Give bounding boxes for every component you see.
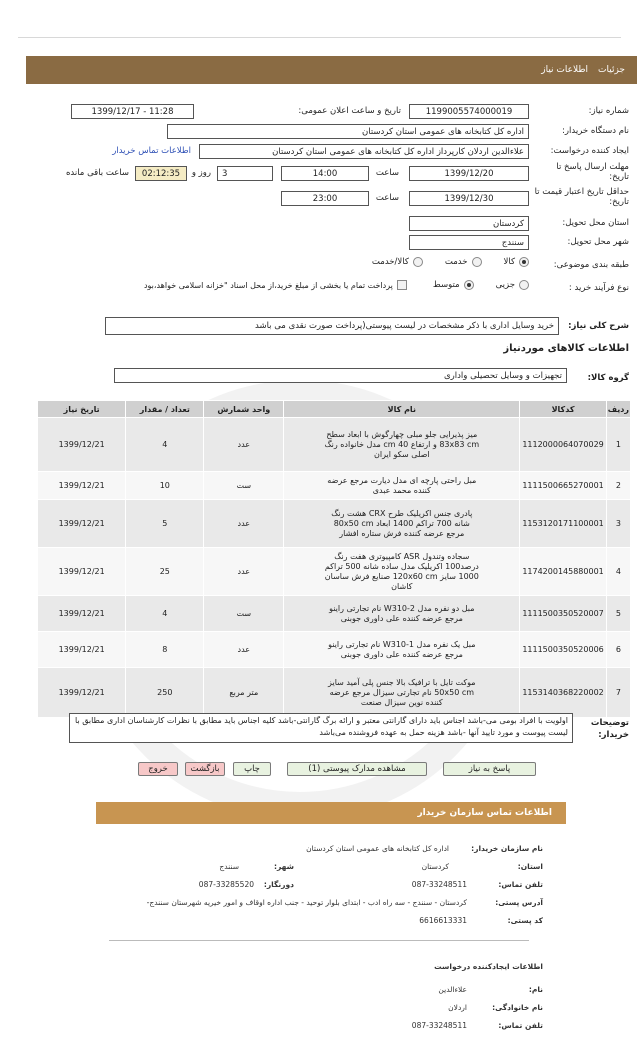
org-label: نام سازمان خریدار:	[471, 844, 543, 853]
group-field: تجهیزات و وسایل تحصیلی واداری	[114, 368, 567, 383]
col-code: کدکالا	[520, 401, 606, 418]
days-field: 3	[217, 166, 273, 181]
cell-name: مبل یک نفره مدل W310-1 نام تجارتی راینو مرجع عرضه کننده علی داوری جوبنی	[284, 632, 520, 668]
table-row	[38, 418, 631, 472]
deadline-label: مهلت ارسال پاسخ تا تاریخ:	[556, 162, 629, 182]
radio-service-label: خدمت	[444, 257, 468, 267]
contact-city-label: شهر:	[274, 862, 294, 871]
radio-medium-label: متوسط	[432, 280, 460, 290]
print-button[interactable]: چاپ	[233, 762, 271, 776]
cell-name: پادری جنس اکریلیک طرح CRX هشت رنگ شانه 700 تراکم 1400 ابعاد 80x50 cm مرجع عرضه کننده فرش ستاره افشار	[284, 500, 520, 548]
cell-unit: ست	[204, 596, 284, 632]
announce-field: 1399/12/17 - 11:28	[71, 104, 194, 119]
cell-qty: 25	[126, 548, 204, 596]
city-label: شهر محل تحویل:	[567, 237, 629, 247]
table-row	[38, 632, 631, 668]
contact-section-header: اطلاعات تماس سازمان خریدار	[96, 802, 566, 824]
radio-service[interactable]	[472, 257, 482, 267]
radio-goods[interactable]	[519, 257, 529, 267]
announce-label: تاریخ و ساعت اعلان عمومی:	[298, 106, 401, 116]
cell-qty: 5	[126, 500, 204, 548]
items-table	[37, 400, 631, 718]
creator-section-title: اطلاعات ایجادکننده درخواست	[434, 962, 543, 971]
deadline-date-field: 1399/12/20	[409, 166, 529, 181]
group-label: گروه کالا:	[587, 373, 629, 383]
cell-code: 1111500665270001	[520, 472, 606, 500]
cell-unit: عدد	[204, 548, 284, 596]
cell-code: 1111500350520006	[520, 632, 606, 668]
cell-row: 3	[606, 500, 630, 548]
contact-phone-label: تلفن تماس:	[498, 880, 543, 889]
top-divider	[18, 37, 621, 38]
validity-date-field: 1399/12/30	[409, 191, 529, 206]
col-name: نام کالا	[284, 401, 520, 418]
contact-province-label: استان:	[517, 862, 543, 871]
cell-name: موکت تایل با ترافیک بالا جنس پلی آمید سایز 50x50 cm نام تجارتی سیزال مرجع عرضه کننده نوین سیزال صنعت	[284, 668, 520, 718]
cell-row: 1	[606, 418, 630, 472]
need-no-label: شماره نیاز:	[588, 106, 629, 116]
cell-unit: عدد	[204, 500, 284, 548]
contact-fax-value: 087-33285520	[198, 880, 254, 889]
attachments-button[interactable]: مشاهده مدارک پیوستی (1)	[287, 762, 427, 776]
cell-date: 1399/12/21	[38, 668, 126, 718]
cell-date: 1399/12/21	[38, 418, 126, 472]
cell-date: 1399/12/21	[38, 548, 126, 596]
cell-name: مبل دو نفره مدل W310-2 نام تجارتی راینو مرجع عرضه کننده علی داوری جوبنی	[284, 596, 520, 632]
col-qty: تعداد / مقدار	[126, 401, 204, 418]
cell-date: 1399/12/21	[38, 596, 126, 632]
cell-row: 7	[606, 668, 630, 718]
creator-field: علاءالدین اردلان کارپرداز اداره کل کتابخانه های عمومی استان کردستان	[199, 144, 529, 159]
cell-unit: ست	[204, 472, 284, 500]
deadline-time-label: ساعت	[375, 168, 399, 178]
province-label: استان محل تحویل:	[562, 218, 629, 228]
cell-code: 1174200145880001	[520, 548, 606, 596]
radio-partial[interactable]	[519, 280, 529, 290]
cell-row: 2	[606, 472, 630, 500]
creator-phone-value: 087-33248511	[411, 1021, 467, 1030]
buyer-notes-label: توضیحات خریدار:	[590, 718, 629, 740]
days-label: روز و	[191, 168, 211, 178]
validity-label: حداقل تاریخ اعتبار قیمت تا تاریخ:	[534, 187, 629, 207]
col-row: ردیف	[606, 401, 630, 418]
address-label: آدرس پستی:	[495, 898, 543, 907]
cell-date: 1399/12/21	[38, 500, 126, 548]
buyer-field: اداره کل کتابخانه های عمومی استان کردستان	[167, 124, 529, 139]
city-field: سنندج	[409, 235, 529, 250]
buyer-contact-link[interactable]: اطلاعات تماس خریدار	[112, 146, 191, 156]
contact-divider	[109, 940, 529, 941]
creator-phone-label: تلفن تماس:	[498, 1021, 543, 1030]
cell-name: مبل راحتی پارچه ای مدل دیارت مرجع عرضه کننده محمد عبدی	[284, 472, 520, 500]
exit-button[interactable]: خروج	[138, 762, 178, 776]
cell-code: 1153120171100001	[520, 500, 606, 548]
tab-need-info[interactable]: اطلاعات نیاز	[541, 65, 589, 75]
radio-goods-label: کالا	[503, 257, 515, 267]
payment-note: پرداخت تمام یا بخشی از مبلغ خرید،از محل اسناد "خزانه اسلامی خواهد،بود	[143, 280, 393, 290]
address-value: کردستان - سنندج - سه راه ادب - ابتدای بلوار توحید - جنب اداره اوقاف و امور خیریه شهرستان سنندج-	[146, 898, 467, 907]
cell-qty: 4	[126, 596, 204, 632]
buyer-label: نام دستگاه خریدار:	[562, 126, 629, 136]
validity-time-field: 23:00	[281, 191, 369, 206]
category-label: طبقه بندی موضوعی:	[553, 260, 629, 270]
radio-partial-label: جزیی	[495, 280, 515, 290]
table-row	[38, 500, 631, 548]
cell-qty: 10	[126, 472, 204, 500]
table-row	[38, 668, 631, 718]
table-row	[38, 472, 631, 500]
tab-details[interactable]: جزئیات	[598, 65, 625, 75]
deadline-time-field: 14:00	[281, 166, 369, 181]
remaining-time-field: 02:12:35	[135, 166, 187, 181]
creator-label: ایجاد کننده درخواست:	[550, 146, 629, 156]
col-unit: واحد شمارش	[204, 401, 284, 418]
cell-qty: 4	[126, 418, 204, 472]
cell-code: 1111500350520007	[520, 596, 606, 632]
cell-row: 6	[606, 632, 630, 668]
payment-checkbox[interactable]	[397, 280, 407, 290]
summary-label: شرح کلی نیاز:	[568, 321, 629, 331]
goods-section-title: اطلاعات کالاهای موردنیاز	[503, 343, 629, 354]
contact-city-value: سنندج	[219, 862, 239, 871]
creator-family-value: اردلان	[448, 1003, 467, 1012]
buyer-notes-field: اولویت با افراد بومی می-باشد اجناس باید دارای گارانتی معتبر و ارائه برگ گارانتی-باشد کلیه اجناس باید مطابق با نظرات کارشناسان اداری مطابق با لیست پیوست و مورد تایید آنها -باشد هزینه حمل به عهده فروشنده می‌باشد	[69, 713, 573, 743]
cell-row: 5	[606, 596, 630, 632]
cell-unit: عدد	[204, 418, 284, 472]
cell-unit: متر مربع	[204, 668, 284, 718]
contact-province-value: کردستان	[421, 862, 449, 871]
remaining-label: ساعت باقی مانده	[65, 168, 129, 178]
summary-field: خرید وسایل اداری با ذکر مشخصات در لیست پیوستی(پرداخت صورت نقدی می باشد	[105, 317, 559, 335]
contact-phone-value: 087-33248511	[411, 880, 467, 889]
cell-code: 1112000064070029	[520, 418, 606, 472]
col-date: تاریخ نیاز	[38, 401, 126, 418]
province-field: کردستان	[409, 216, 529, 231]
table-row	[38, 596, 631, 632]
process-label: نوع فرآیند خرید :	[568, 283, 629, 293]
creator-name-label: نام:	[528, 985, 543, 994]
postal-label: کد پستی:	[507, 916, 543, 925]
postal-value: 6616613331	[419, 916, 467, 925]
process-radio-group	[144, 280, 529, 290]
creator-family-label: نام خانوادگی:	[492, 1003, 543, 1012]
cell-name: میز پذیرایی جلو مبلی چهارگوش با ابعاد سطح 83x83 cm و ارتفاع 40 cm مدل خانواده رنگ اصلی سکو ایران	[284, 418, 520, 472]
table-row	[38, 548, 631, 596]
org-value: اداره کل کتابخانه های عمومی استان کردستان	[306, 844, 449, 853]
contact-fax-label: دورنگار:	[263, 880, 294, 889]
cell-unit: عدد	[204, 632, 284, 668]
reply-button[interactable]: پاسخ به نیاز	[443, 762, 536, 776]
creator-name-value: علاءالدین	[438, 985, 467, 994]
validity-time-label: ساعت	[375, 193, 399, 203]
category-radio-group	[372, 257, 529, 267]
cell-code: 1153140368220002	[520, 668, 606, 718]
radio-medium[interactable]	[464, 280, 474, 290]
radio-goods-service-label: کالا/خدمت	[371, 257, 409, 267]
cell-qty: 250	[126, 668, 204, 718]
header-bar	[26, 56, 637, 84]
cell-row: 4	[606, 548, 630, 596]
radio-goods-service[interactable]	[413, 257, 423, 267]
cell-date: 1399/12/21	[38, 472, 126, 500]
table-header-row	[38, 401, 631, 418]
back-button[interactable]: بازگشت	[185, 762, 225, 776]
cell-date: 1399/12/21	[38, 632, 126, 668]
need-no-field: 1199005574000019	[409, 104, 529, 119]
cell-name: سجاده وتندول ASR کامپیوتری هفت رنگ درصد100 اکریلیک مدل ساده شانه 500 تراکم 1000 سایز 120x60 cm صنایع فرش ساسان کاشان	[284, 548, 520, 596]
cell-qty: 8	[126, 632, 204, 668]
